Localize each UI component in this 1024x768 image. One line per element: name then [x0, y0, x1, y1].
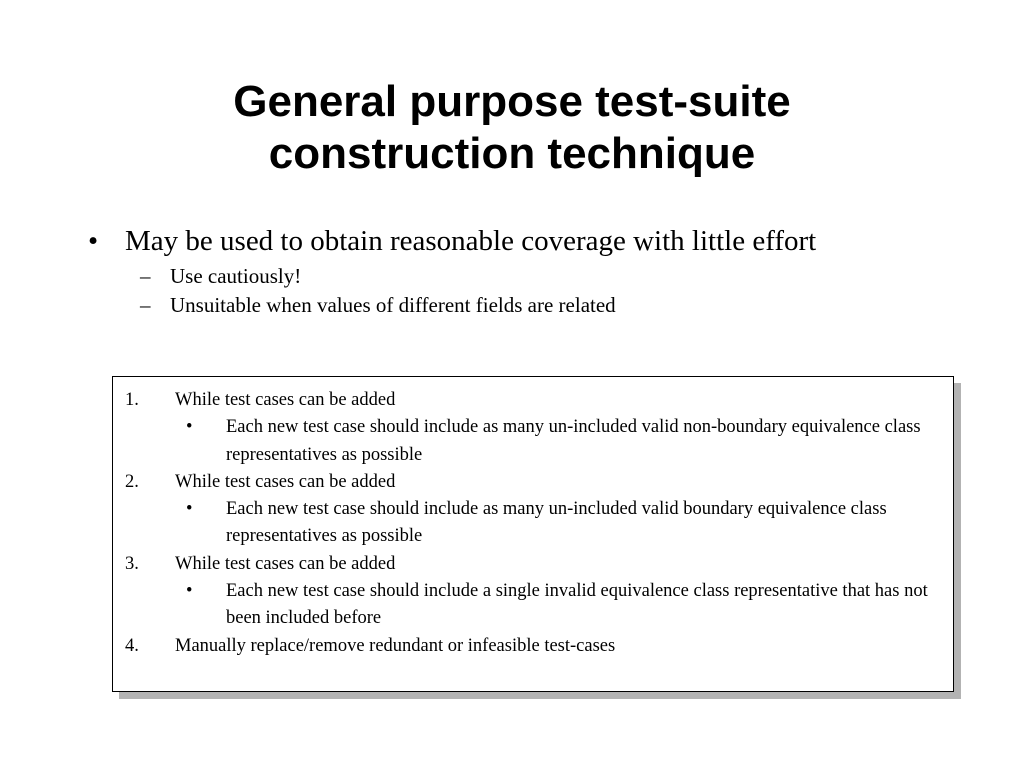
- slide-title-line-2: construction technique: [268, 129, 756, 178]
- step-sub-text: Each new test case should include a single invalid equivalence class representative that has not been included before: [226, 581, 928, 629]
- slide-title-line-1: General purpose test-suite: [233, 77, 791, 126]
- step-number: 3.: [125, 553, 139, 574]
- bullet-list: [88, 226, 888, 320]
- step-item: [125, 469, 943, 496]
- sub-bullet-list: [88, 262, 888, 320]
- step-text: While test cases can be added: [175, 553, 396, 574]
- step-item: [125, 551, 943, 578]
- step-number: 1.: [125, 390, 139, 410]
- bullet-text: May be used to obtain reasonable coverage with little effort: [125, 225, 817, 257]
- step-sub-text: Each new test case should include as many un-included valid boundary equivalence class representatives as possible: [226, 499, 887, 547]
- sub-bullet-text: Unsuitable when values of different fields are related: [170, 293, 616, 317]
- bullet-item: [88, 226, 888, 257]
- step-number: 4.: [125, 635, 139, 656]
- step-number: 2.: [125, 471, 139, 492]
- step-text: Manually replace/remove redundant or infeasible test-cases: [175, 635, 616, 656]
- step-text: While test cases can be added: [175, 390, 396, 410]
- sub-bullet-item: [88, 262, 888, 291]
- step-sub-marker: •: [186, 417, 193, 438]
- step-sub-marker: •: [186, 581, 193, 602]
- steps-list: [125, 387, 943, 660]
- sub-bullet-text: Use cautiously!: [170, 264, 302, 288]
- steps-box: [112, 376, 954, 692]
- step-item: [125, 633, 943, 660]
- sub-bullet-marker: –: [140, 293, 151, 317]
- slide-title: [0, 76, 1024, 180]
- step-item: [125, 387, 943, 414]
- step-sub-marker: •: [186, 499, 193, 520]
- bullet-marker: •: [88, 225, 99, 257]
- sub-bullet-item: [88, 291, 888, 320]
- sub-bullet-marker: –: [140, 264, 151, 288]
- step-sub-text: Each new test case should include as many un-included valid non-boundary equivalence class representatives as possible: [226, 417, 921, 465]
- step-text: While test cases can be added: [175, 471, 396, 492]
- step-sub-item: [125, 414, 943, 469]
- step-sub-item: [125, 578, 943, 633]
- step-sub-item: [125, 496, 943, 551]
